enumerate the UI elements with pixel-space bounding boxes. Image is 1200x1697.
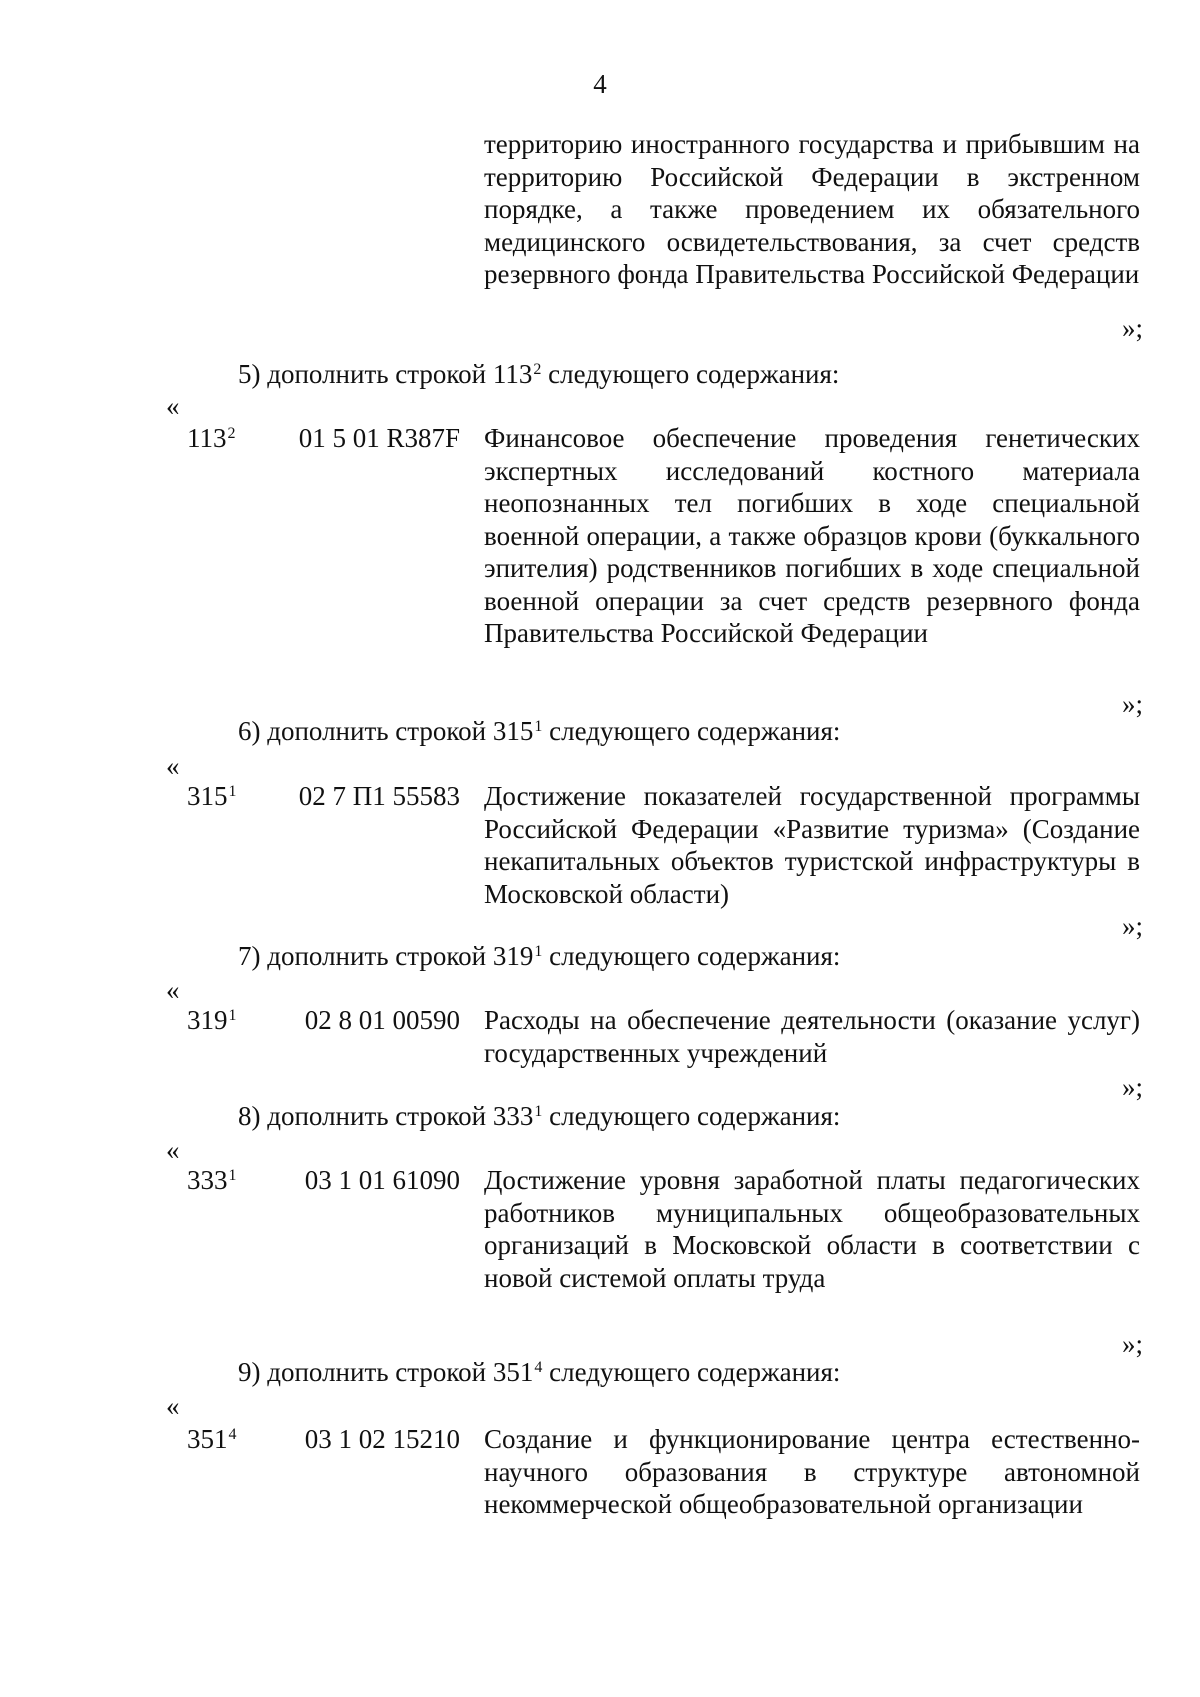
- row-number-113-2: [187, 422, 236, 455]
- instruction-row-number: 333: [492, 1101, 534, 1131]
- instruction-prefix: 7) дополнить строкой: [238, 941, 493, 971]
- instruction-suffix: следующего содержания:: [542, 716, 841, 746]
- row-description-319-1: Расходы на обеспечение деятельности (оказание услуг) государственных учреждений: [484, 1005, 1140, 1068]
- instruction-superscript: 2: [533, 361, 542, 378]
- row-number: 113: [187, 423, 227, 453]
- row-superscript: 1: [228, 783, 237, 800]
- page-number: 4: [593, 69, 607, 99]
- row-description-351-4: Создание и функционирование центра естественно-научного образования в структуре автономной некоммерческой общеобразовательной организации: [484, 1424, 1140, 1519]
- row-description-315-1: Достижение показателей государственной программы Российской Федерации «Развитие туризма» (Создание некапитальных объектов туристской инфраструктуры в Московской области): [484, 781, 1140, 909]
- close-quote: »;: [1121, 689, 1143, 719]
- close-quote: »;: [1121, 1072, 1143, 1102]
- row-code-351-4: 03 1 02 15210: [304, 1424, 460, 1454]
- row-description-113-2: Финансовое обеспечение проведения генетических экспертных исследований костного материала неопознанных тел погибших в ходе специальной военной операции, а также образцов крови (буккального эпителия) родственников погибших в ходе специальной военной операции за счет средств резервного фонда Правительства Российской Федерации: [484, 423, 1140, 648]
- instruction-suffix: следующего содержания:: [541, 359, 840, 389]
- instruction-319-1: [238, 940, 1138, 972]
- open-quote: «: [166, 1391, 180, 1421]
- row-superscript: 4: [228, 1426, 237, 1443]
- instruction-row-number: 315: [492, 716, 534, 746]
- instruction-superscript: 1: [534, 718, 543, 735]
- row-superscript: 2: [227, 425, 236, 442]
- instruction-prefix: 8) дополнить строкой: [238, 1101, 493, 1131]
- instruction-315-1: [238, 715, 1138, 747]
- row-number-319-1: [187, 1004, 237, 1037]
- row-number-351-4: [187, 1423, 237, 1456]
- row-number: 333: [187, 1165, 228, 1195]
- instruction-prefix: 6) дополнить строкой: [238, 716, 493, 746]
- instruction-351-4: [238, 1356, 1138, 1388]
- instruction-113-2: [238, 358, 1138, 390]
- instruction-row-number: 319: [492, 941, 534, 971]
- instruction-row-number: 113: [492, 359, 533, 389]
- row-superscript: 1: [228, 1007, 237, 1024]
- instruction-superscript: 1: [534, 943, 543, 960]
- instruction-superscript: 4: [534, 1359, 543, 1376]
- row-code-333-1: 03 1 01 61090: [304, 1165, 460, 1195]
- instruction-prefix: 5) дополнить строкой: [238, 359, 493, 389]
- continuation-description: территорию иностранного государства и прибывшим на территорию Российской Федерации в экстренном порядке, а также проведением их обязательного медицинского освидетельствования, за счет средств резервного фонда Правительства Российской Федерации: [484, 129, 1140, 289]
- close-quote: »;: [1121, 911, 1143, 941]
- instruction-suffix: следующего содержания:: [542, 1101, 841, 1131]
- open-quote: «: [166, 975, 180, 1005]
- open-quote: «: [166, 751, 180, 781]
- instruction-superscript: 1: [534, 1103, 543, 1120]
- open-quote: «: [166, 391, 180, 421]
- row-superscript: 1: [228, 1167, 237, 1184]
- open-quote: «: [166, 1135, 180, 1165]
- continuation-close-quote: »;: [1121, 313, 1143, 343]
- instruction-prefix: 9) дополнить строкой: [238, 1357, 493, 1387]
- row-number: 315: [187, 781, 228, 811]
- instruction-333-1: [238, 1100, 1138, 1132]
- row-number: 351: [187, 1424, 228, 1454]
- instruction-suffix: следующего содержания:: [542, 941, 841, 971]
- row-code-113-2: 01 5 01 R387F: [298, 423, 460, 453]
- instruction-row-number: 351: [492, 1357, 534, 1387]
- instruction-suffix: следующего содержания:: [542, 1357, 841, 1387]
- row-number-333-1: [187, 1164, 237, 1197]
- row-code-315-1: 02 7 П1 55583: [298, 781, 460, 811]
- row-description-333-1: Достижение уровня заработной платы педагогических работников муниципальных общеобразовательных организаций в Московской области в соответствии с новой системой оплаты труда: [484, 1165, 1140, 1293]
- row-code-319-1: 02 8 01 00590: [304, 1005, 460, 1035]
- close-quote: »;: [1121, 1329, 1143, 1359]
- row-number-315-1: [187, 780, 237, 813]
- row-number: 319: [187, 1005, 228, 1035]
